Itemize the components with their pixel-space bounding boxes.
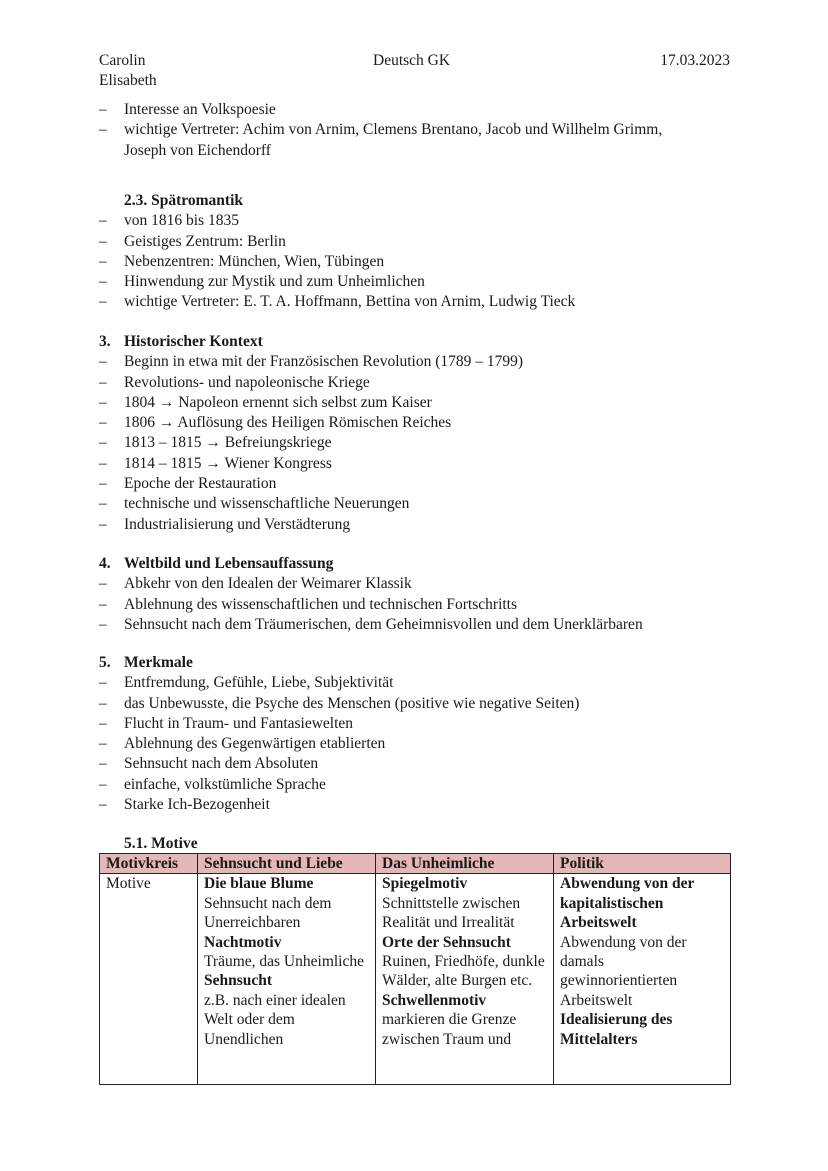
list-item: – technische und wissenschaftliche Neuerungen <box>99 495 410 513</box>
motif-text: z.B. nach einer idealen Welt oder dem Unendlichen <box>204 991 346 1048</box>
list-item: – 1813 – 1815 → Befreiungskriege <box>99 434 332 452</box>
motif-title: Die blaue Blume <box>204 875 314 893</box>
list-item: – das Unbewusste, die Psyche des Menschen (positive wie negative Seiten) <box>99 694 580 712</box>
list-item: – Flucht in Traum- und Fantasiewelten <box>99 714 354 732</box>
cell-sehnsucht-und-liebe <box>198 874 376 1085</box>
table-row <box>100 874 731 1085</box>
author-first-name: Carolin <box>99 52 146 69</box>
list-item: – Sehnsucht nach dem Träumerischen, dem Geheimnisvollen und dem Unerklärbaren <box>99 615 643 633</box>
motif-text: Ruinen, Friedhöfe, dunkle Wälder, alte Burgen etc. <box>382 953 545 990</box>
section-heading: 5. Merkmale <box>99 654 193 671</box>
list-item: – wichtige Vertreter: E. T. A. Hoffmann, Bettina von Arnim, Ludwig Tieck <box>99 293 576 311</box>
list-item: – Geistiges Zentrum: Berlin <box>99 232 286 250</box>
section-2-3 <box>99 191 739 313</box>
list-item: – 1814 – 1815 → Wiener Kongress <box>99 454 332 472</box>
list-item: – Interesse an Volkspoesie <box>99 101 276 118</box>
list-item: – Beginn in etwa mit der Französischen Revolution (1789 – 1799) <box>99 353 524 371</box>
section-5-1 <box>99 834 739 853</box>
list-item: – Ablehnung des Gegenwärtigen etablierten <box>99 735 386 753</box>
list-item: – Abkehr von den Idealen der Weimarer Klassik <box>99 575 412 593</box>
motif-title: Schwellenmotiv <box>382 991 487 1009</box>
intro-list <box>99 100 739 161</box>
cell-politik <box>554 874 731 1085</box>
list-item: – wichtige Vertreter: Achim von Arnim, Clemens Brentano, Jacob und Willhelm Grimm, Joseph von Eichendorff <box>99 121 663 159</box>
list-item: – einfache, volkstümliche Sprache <box>99 775 326 793</box>
list-item: – Industrialisierung und Verstädterung <box>99 515 351 533</box>
column-header: Motivkreis <box>100 854 198 874</box>
list-item: – Sehnsucht nach dem Absoluten <box>99 755 319 773</box>
motif-text: markieren die Grenze zwischen Traum und <box>382 1011 517 1048</box>
column-header: Sehnsucht und Liebe <box>198 854 376 874</box>
list-item: – Entfremdung, Gefühle, Liebe, Subjektivität <box>99 674 394 692</box>
header-subject: Deutsch GK <box>373 52 451 69</box>
motif-title: Nachtmotiv <box>204 933 282 951</box>
header-author <box>99 51 157 91</box>
motif-title: Sehnsucht <box>204 972 273 990</box>
section-4 <box>99 554 739 635</box>
motif-title: Abwendung von der kapitalistischen Arbeitswelt <box>560 875 695 932</box>
list-item: – Revolutions- und napoleonische Kriege <box>99 373 370 391</box>
motif-title: Idealisierung des Mittelalters <box>560 1011 673 1048</box>
header-date: 17.03.2023 <box>660 52 730 69</box>
section-3 <box>99 332 739 535</box>
list-item: – von 1816 bis 1835 <box>99 212 239 230</box>
section-heading: 2.3. Spätromantik <box>124 192 243 209</box>
motif-text: Schnittstelle zwischen Realität und Irrealität <box>382 894 521 932</box>
section-heading: 4. Weltbild und Lebensauffassung <box>99 555 334 572</box>
motif-title: Orte der Sehnsucht <box>382 933 511 951</box>
list-item: – Ablehnung des wissenschaftlichen und technischen Fortschritts <box>99 595 518 613</box>
list-item: – Starke Ich-Bezogenheit <box>99 796 270 814</box>
list-item: – 1806 → Auflösung des Heiligen Römischen Reiches <box>99 414 452 432</box>
motif-text: Sehnsucht nach dem Unerreichbaren <box>204 894 332 932</box>
motif-text: Träume, das Unheimliche <box>204 953 364 971</box>
motive-table <box>99 853 731 1085</box>
section-5 <box>99 653 739 815</box>
table-header-row <box>100 854 731 874</box>
row-label: Motive <box>100 874 198 1085</box>
motif-title: Spiegelmotiv <box>382 875 468 893</box>
list-item: – Nebenzentren: München, Wien, Tübingen <box>99 252 385 270</box>
cell-das-unheimliche <box>376 874 554 1085</box>
motif-text: Abwendung von der damals gewinnorientierten Arbeitswelt <box>560 933 687 1009</box>
list-item: – Hinwendung zur Mystik und zum Unheimlichen <box>99 273 425 291</box>
section-heading: 3. Historischer Kontext <box>99 333 263 350</box>
column-header: Das Unheimliche <box>376 854 554 874</box>
list-item: – 1804 → Napoleon ernennt sich selbst zum Kaiser <box>99 393 432 411</box>
list-item: – Epoche der Restauration <box>99 475 277 493</box>
column-header: Politik <box>554 854 731 874</box>
section-heading: 5.1. Motive <box>124 835 198 852</box>
author-second-name: Elisabeth <box>99 72 157 89</box>
